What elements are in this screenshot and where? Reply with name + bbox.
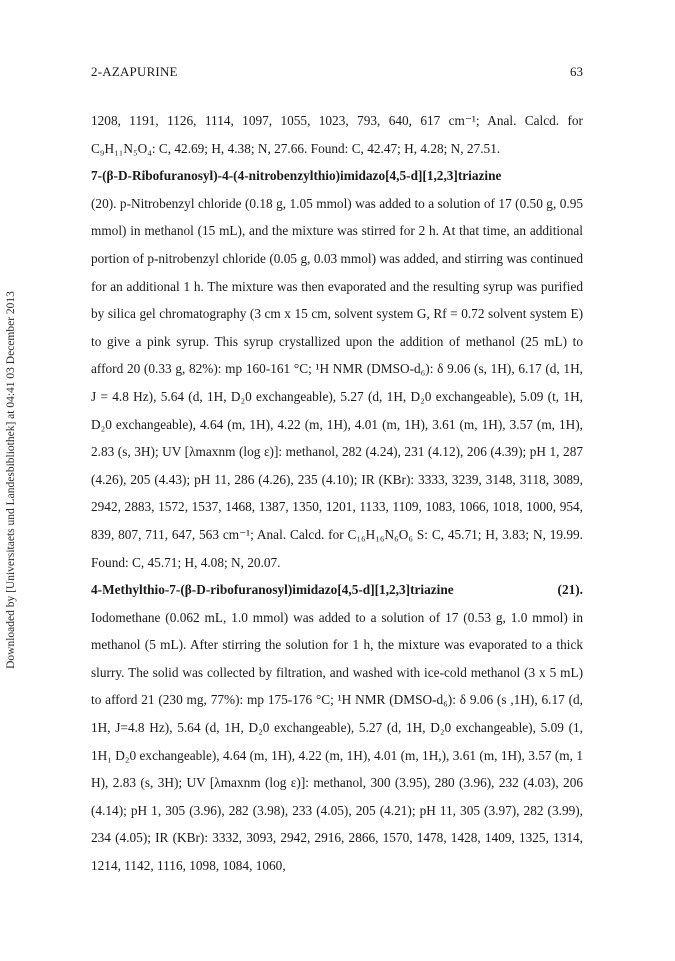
running-head xyxy=(91,64,583,84)
paragraph-text: 1208, 1191, 1126, 1114, 1097, 1055, 1023, 793, 640, 617 cm⁻¹; Anal. Calcd. for C₉H₁₁N₅O₄: C, 42.69; H, 4.38; N, 27.66. Found: C, 42.47; H, 4.28; N, 27.51. xyxy=(91,113,583,156)
download-watermark-text: Downloaded by [Universitaets und Landesbibliothek] at 04:41 03 December 2013 xyxy=(5,291,17,669)
compound-heading: 7-(β-D-Ribofuranosyl)-4-(4-nitrobenzylthio)imidazo[4,5-d][1,2,3]triazine xyxy=(91,168,502,184)
article-body xyxy=(91,107,583,880)
paragraph-compound-20 xyxy=(91,162,583,576)
compound-number: (21). xyxy=(557,582,583,598)
compound-heading-line xyxy=(91,576,583,604)
paragraph-text: Iodomethane (0.062 mL, 1.0 mmol) was added to a solution of 17 (0.53 g, 1.0 mmol) in methanol (5 mL). After stirring the solution for 1 h, the mixture was evaporated to a thick slurry. The solid was collected by filtration, and washed with ice-cold methanol (3 x 5 mL) to afford 21 (230 mg, 77%): mp 175-176 °C; ¹H NMR (DMSO-d₆): δ 9.06 (s ,1H), 6.17 (d, 1H, J=4.8 Hz), 5.64 (d, 1H, D₂0 exchangeable), 5.27 (d, 1H, D₂0 exchangeable), 5.09 (1, 1H₁ D₂0 exchangeable), 4.64 (m, 1H), 4.22 (m, 1H), 4.01 (m, 1H,), 3.61 (m, 1H), 3.57 (m, 1 H), 2.83 (s, 3H); UV [λmaxnm (log ε)]: methanol, 300 (3.95), 280 (3.96), 232 (4.03), 206 (4.14); pH 1, 305 (3.96), 282 (3.98), 233 (4.05), 205 (4.21); pH 11, 305 (3.97), 282 (3.99), 234 (4.05); IR (KBr): 3332, 3093, 2942, 2916, 2866, 1570, 1478, 1428, 1409, 1325, 1314, 1214, 1142, 1116, 1098, 1084, 1060, xyxy=(91,609,583,874)
download-watermark xyxy=(0,200,22,760)
paragraph-ir-continuation xyxy=(91,107,583,162)
paragraph-compound-21 xyxy=(91,576,583,880)
page-number: 63 xyxy=(570,64,583,79)
paragraph-text: (20). p-Nitrobenzyl chloride (0.18 g, 1.05 mmol) was added to a solution of 17 (0.50 g, 0.95 mmol) in methanol (15 mL), and the mixture was stirred for 2 h. At that time, an additional portion of p-nitrobenzyl chloride (0.05 g, 0.03 mmol) was added, and stirring was continued for an additional 1 h. The mixture was then evaporated and the resulting syrup was purified by silica gel chromatography (3 cm x 15 cm, solvent system G, Rf = 0.72 solvent system E) to give a pink syrup. This syrup crystallized upon the addition of methanol (25 mL) to afford 20 (0.33 g, 82%): mp 160-161 °C; ¹H NMR (DMSO-d₆): δ 9.06 (s, 1H), 6.17 (d, 1H, J = 4.8 Hz), 5.64 (d, 1H, D₂0 exchangeable), 5.27 (d, 1H, D₂0 exchangeable), 5.09 (t, 1H, D₂0 exchangeable), 4.64 (m, 1H), 4.22 (m, 1H), 4.01 (m, 1H), 3.61 (m, 1H), 3.57 (m, 1H), 2.83 (s, 3H); UV [λmaxnm (log ε)]: methanol, 282 (4.24), 231 (4.12), 206 (4.39); pH 1, 287 (4.26), 205 (4.43); pH 11, 286 (4.26), 235 (4.10); IR (KBr): 3333, 3239, 3148, 3118, 3089, 2942, 2883, 1572, 1537, 1468, 1387, 1350, 1201, 1133, 1109, 1083, 1066, 1018, 1000, 954, 839, 807, 711, 647, 563 cm⁻¹; Anal. Calcd. for C₁₆H₁₆N₆O₆ S: C, 45.71; H, 3.83; N, 19.99. Found: C, 45.71; H, 4.08; N, 20.07. xyxy=(91,195,583,570)
running-head-title: 2-AZAPURINE xyxy=(91,64,178,79)
compound-heading: 4-Methylthio-7-(β-D-ribofuranosyl)imidazo[4,5-d][1,2,3]triazine xyxy=(91,582,454,598)
